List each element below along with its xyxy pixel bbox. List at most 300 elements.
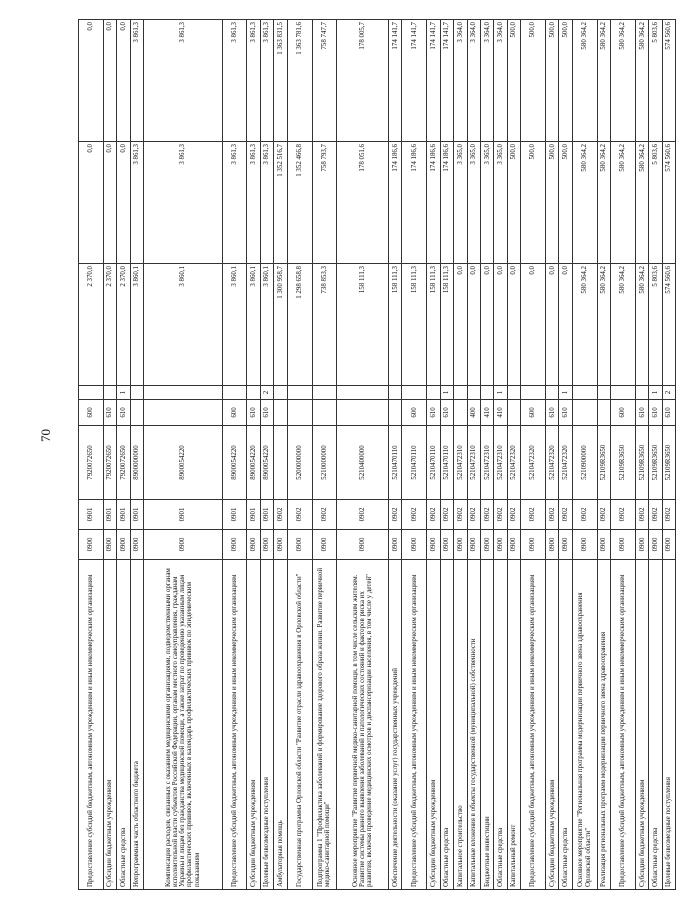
expense-type-code: 610 [260, 400, 273, 426]
amount-year-2: 758 793,7 [312, 142, 337, 264]
table-row [389, 20, 402, 890]
row-name: Реализация региональных программ модернизации первичного звена здравоохранения [597, 560, 610, 890]
section-code: 0902 [337, 500, 389, 530]
section-code: 0902 [649, 500, 662, 530]
amount-year-1: 580 364,2 [572, 264, 597, 386]
table-row [130, 20, 143, 890]
section-code: 0901 [103, 500, 116, 530]
amount-year-3: 174 141,7 [427, 20, 440, 142]
amount-year-3: 580 364,2 [635, 20, 648, 142]
amount-year-2: 500,0 [546, 142, 559, 264]
amount-year-3: 0,0 [117, 20, 130, 142]
amount-year-1: 0,0 [454, 264, 467, 386]
funding-source-code: 1 [440, 386, 453, 400]
expense-type-code: 600 [521, 400, 546, 426]
target-article-code: 5210472310 [454, 426, 467, 500]
amount-year-1: 1 300 958,7 [274, 264, 287, 386]
target-article-code: 5210472310 [467, 426, 480, 500]
target-article-code: 7920072650 [103, 426, 116, 500]
funding-source-code [247, 386, 260, 400]
target-article-code: 52109R3650 [597, 426, 610, 500]
table-row [427, 20, 440, 890]
rotated-budget-table-wrapper [78, 20, 673, 890]
target-article-code: 5210472310 [480, 426, 493, 500]
expense-type-code [597, 400, 610, 426]
section-code: 0902 [635, 500, 648, 530]
table-row [103, 20, 116, 890]
target-article-code: 5210470110 [402, 426, 427, 500]
ministry-code: 0900 [662, 530, 675, 560]
section-code: 0902 [312, 500, 337, 530]
table-row [559, 20, 572, 890]
funding-source-code [337, 386, 389, 400]
target-article-code: 5210900000 [572, 426, 597, 500]
amount-year-1: 574 560,6 [662, 264, 675, 386]
ministry-code: 0900 [454, 530, 467, 560]
ministry-code: 0900 [427, 530, 440, 560]
funding-source-code [480, 386, 493, 400]
amount-year-2: 3 861,3 [222, 142, 247, 264]
expense-type-code: 610 [117, 400, 130, 426]
amount-year-3: 178 005,7 [337, 20, 389, 142]
row-name: Капитальное строительство [454, 560, 467, 890]
amount-year-1: 3 860,1 [260, 264, 273, 386]
target-article-code: 8900054220 [260, 426, 273, 500]
funding-source-code: 2 [260, 386, 273, 400]
amount-year-2: 580 364,2 [635, 142, 648, 264]
row-name: Предоставление субсидий бюджетным, автономным учреждениям и иным некоммерческим организациям [521, 560, 546, 890]
amount-year-3: 174 141,7 [402, 20, 427, 142]
funding-source-code: 1 [494, 386, 507, 400]
expense-type-code: 600 [611, 400, 636, 426]
amount-year-3: 3 364,0 [467, 20, 480, 142]
table-row [494, 20, 507, 890]
funding-source-code [402, 386, 427, 400]
ministry-code: 0900 [389, 530, 402, 560]
amount-year-2: 5 803,6 [649, 142, 662, 264]
section-code: 0901 [144, 500, 223, 530]
section-code: 0902 [287, 500, 312, 530]
row-name: Областные средства [440, 560, 453, 890]
table-row [260, 20, 273, 890]
amount-year-3: 500,0 [521, 20, 546, 142]
table-row [572, 20, 597, 890]
funding-source-code [103, 386, 116, 400]
amount-year-1: 2 370,0 [117, 264, 130, 386]
section-code: 0901 [222, 500, 247, 530]
amount-year-1: 0,0 [467, 264, 480, 386]
amount-year-3: 500,0 [546, 20, 559, 142]
table-row [312, 20, 337, 890]
section-code: 0902 [507, 500, 520, 530]
section-code: 0902 [274, 500, 287, 530]
table-row [649, 20, 662, 890]
amount-year-2: 574 560,6 [662, 142, 675, 264]
ministry-code: 0900 [521, 530, 546, 560]
section-code: 0902 [402, 500, 427, 530]
funding-source-code [427, 386, 440, 400]
expense-type-code [389, 400, 402, 426]
amount-year-2: 500,0 [507, 142, 520, 264]
amount-year-2: 3 365,0 [454, 142, 467, 264]
row-name: Целевые безвозмездные поступления [260, 560, 273, 890]
target-article-code: 52109R3650 [662, 426, 675, 500]
row-name: Непрограммная часть областного бюджета [130, 560, 143, 890]
section-code: 0902 [572, 500, 597, 530]
target-article-code: 8900000000 [130, 426, 143, 500]
amount-year-1: 1 298 658,8 [287, 264, 312, 386]
row-name: Целевые безвозмездные поступления [662, 560, 675, 890]
section-code: 0901 [79, 500, 104, 530]
expense-type-code [312, 400, 337, 426]
target-article-code: 5210000000 [312, 426, 337, 500]
expense-type-code: 610 [247, 400, 260, 426]
target-article-code: 52109R3650 [611, 426, 636, 500]
expense-type-code: 610 [440, 400, 453, 426]
amount-year-1: 0,0 [546, 264, 559, 386]
expense-type-code: 610 [546, 400, 559, 426]
amount-year-2: 3 365,0 [467, 142, 480, 264]
expense-type-code: 400 [467, 400, 480, 426]
ministry-code: 0900 [467, 530, 480, 560]
funding-source-code [572, 386, 597, 400]
expense-type-code [572, 400, 597, 426]
table-row [274, 20, 287, 890]
ministry-code: 0900 [440, 530, 453, 560]
section-code: 0902 [611, 500, 636, 530]
table-row [597, 20, 610, 890]
page-number: 70 [38, 429, 53, 442]
row-name: Областные средства [649, 560, 662, 890]
amount-year-1: 738 853,3 [312, 264, 337, 386]
amount-year-1: 158 111,3 [389, 264, 402, 386]
row-name: Бюджетные инвестиции [480, 560, 493, 890]
expense-type-code [144, 400, 223, 426]
section-code: 0902 [597, 500, 610, 530]
amount-year-3: 580 364,2 [611, 20, 636, 142]
funding-source-code: 1 [117, 386, 130, 400]
section-code: 0902 [494, 500, 507, 530]
amount-year-2: 174 186,6 [427, 142, 440, 264]
row-name: Обеспечение деятельности (оказание услуг) государственных учреждений [389, 560, 402, 890]
amount-year-3: 3 364,0 [480, 20, 493, 142]
ministry-code: 0900 [274, 530, 287, 560]
table-row [546, 20, 559, 890]
amount-year-3: 3 861,3 [247, 20, 260, 142]
table-row [247, 20, 260, 890]
amount-year-1: 580 364,2 [635, 264, 648, 386]
expense-type-code: 610 [635, 400, 648, 426]
target-article-code: 52109R3650 [649, 426, 662, 500]
funding-source-code [467, 386, 480, 400]
funding-source-code [130, 386, 143, 400]
amount-year-2: 3 861,3 [144, 142, 223, 264]
expense-type-code: 610 [427, 400, 440, 426]
amount-year-2: 1 352 466,8 [287, 142, 312, 264]
ministry-code: 0900 [572, 530, 597, 560]
ministry-code: 0900 [260, 530, 273, 560]
funding-source-code [79, 386, 104, 400]
amount-year-1: 580 364,2 [597, 264, 610, 386]
amount-year-3: 5 803,6 [649, 20, 662, 142]
amount-year-2: 580 364,2 [597, 142, 610, 264]
funding-source-code [521, 386, 546, 400]
row-name: Государственная программа Орловской области "Развитие отрасли здравоохранения в Орловской области" [287, 560, 312, 890]
amount-year-2: 174 186,6 [402, 142, 427, 264]
amount-year-1: 158 111,3 [402, 264, 427, 386]
ministry-code: 0900 [117, 530, 130, 560]
amount-year-2: 500,0 [559, 142, 572, 264]
amount-year-2: 580 364,2 [572, 142, 597, 264]
amount-year-3: 580 364,2 [572, 20, 597, 142]
amount-year-2: 1 352 516,7 [274, 142, 287, 264]
amount-year-3: 3 861,3 [222, 20, 247, 142]
ministry-code: 0900 [611, 530, 636, 560]
amount-year-2: 3 365,0 [480, 142, 493, 264]
table-row [287, 20, 312, 890]
amount-year-3: 0,0 [79, 20, 104, 142]
funding-source-code [144, 386, 223, 400]
target-article-code [274, 426, 287, 500]
amount-year-3: 174 141,7 [389, 20, 402, 142]
row-name: Амбулаторная помощь [274, 560, 287, 890]
ministry-code: 0900 [337, 530, 389, 560]
expense-type-code: 610 [662, 400, 675, 426]
amount-year-1: 3 860,1 [247, 264, 260, 386]
row-name: Областные средства [494, 560, 507, 890]
table-row [222, 20, 247, 890]
amount-year-1: 580 364,2 [611, 264, 636, 386]
ministry-code: 0900 [287, 530, 312, 560]
expense-type-code [130, 400, 143, 426]
funding-source-code [312, 386, 337, 400]
target-article-code: 5210472320 [521, 426, 546, 500]
amount-year-2: 3 861,3 [260, 142, 273, 264]
target-article-code: 7920072650 [117, 426, 130, 500]
target-article-code: 7920072650 [79, 426, 104, 500]
row-name: Субсидии бюджетным учреждениям [635, 560, 648, 890]
expense-type-code: 410 [480, 400, 493, 426]
funding-source-code [507, 386, 520, 400]
funding-source-code: 1 [649, 386, 662, 400]
amount-year-2: 0,0 [103, 142, 116, 264]
row-name: Предоставление субсидий бюджетным, автономным учреждениям и иным некоммерческим организациям [222, 560, 247, 890]
amount-year-3: 1 363 781,6 [287, 20, 312, 142]
row-name: Основное мероприятие "Региональная программа модернизации первичного звена здравоохранения Орловской области" [572, 560, 597, 890]
table-row [507, 20, 520, 890]
expense-type-code: 610 [649, 400, 662, 426]
section-code: 0902 [546, 500, 559, 530]
target-article-code: 8900054220 [144, 426, 223, 500]
budget-table [78, 19, 676, 890]
table-row [454, 20, 467, 890]
table-row [662, 20, 675, 890]
amount-year-2: 3 861,3 [247, 142, 260, 264]
amount-year-3: 3 364,0 [454, 20, 467, 142]
funding-source-code: 1 [559, 386, 572, 400]
section-code: 0902 [427, 500, 440, 530]
table-row [117, 20, 130, 890]
funding-source-code [287, 386, 312, 400]
amount-year-3: 3 364,0 [494, 20, 507, 142]
row-name: Субсидии бюджетным учреждениям [546, 560, 559, 890]
funding-source-code [611, 386, 636, 400]
amount-year-1: 3 860,1 [130, 264, 143, 386]
section-code: 0902 [389, 500, 402, 530]
row-name: Капитальные вложения в объекты государственной (муниципальной) собственности [467, 560, 480, 890]
target-article-code: 5210470110 [427, 426, 440, 500]
ministry-code: 0900 [222, 530, 247, 560]
target-article-code: 8900054220 [222, 426, 247, 500]
target-article-code: 5200000000 [287, 426, 312, 500]
amount-year-1: 2 370,0 [103, 264, 116, 386]
amount-year-2: 3 365,0 [494, 142, 507, 264]
expense-type-code: 600 [222, 400, 247, 426]
section-code: 0902 [480, 500, 493, 530]
expense-type-code: 410 [494, 400, 507, 426]
target-article-code: 8900054220 [247, 426, 260, 500]
expense-type-code [507, 400, 520, 426]
amount-year-2: 0,0 [79, 142, 104, 264]
expense-type-code [337, 400, 389, 426]
section-code: 0902 [662, 500, 675, 530]
amount-year-1: 158 111,3 [427, 264, 440, 386]
table-row [635, 20, 648, 890]
table-row [337, 20, 389, 890]
row-name: Компенсация расходов, связанных с оказанием медицинскими организациями, подведомственными органам исполнительной власти субъектов Российской Федерации, органам местного самоуправления, гражданам Украины и лицам без гражданства медицинской помощи, а также затрат по проведению указанным лицам профилактических прививок, включенных в календарь профилактических прививок по эпидемическим показаниям [144, 560, 223, 890]
section-code: 0902 [454, 500, 467, 530]
ministry-code: 0900 [559, 530, 572, 560]
ministry-code: 0900 [635, 530, 648, 560]
amount-year-3: 1 363 831,5 [274, 20, 287, 142]
amount-year-1: 3 860,1 [144, 264, 223, 386]
amount-year-1: 2 370,0 [79, 264, 104, 386]
target-article-code: 5210470110 [389, 426, 402, 500]
funding-source-code [454, 386, 467, 400]
ministry-code: 0900 [480, 530, 493, 560]
section-code: 0902 [440, 500, 453, 530]
section-code: 0901 [117, 500, 130, 530]
section-code: 0901 [247, 500, 260, 530]
target-article-code: 5210472310 [494, 426, 507, 500]
section-code: 0901 [130, 500, 143, 530]
section-code: 0902 [521, 500, 546, 530]
row-name: Капитальный ремонт [507, 560, 520, 890]
expense-type-code: 610 [103, 400, 116, 426]
amount-year-2: 174 186,6 [440, 142, 453, 264]
row-name: Основное мероприятие "Развитие первичной медико-санитарной помощи, в том числе сельским жителям. Развитие системы раннего выявления заболеваний и патологических состояний и факторов риска их развития, включая проведение медицинских осмотров и диспансеризации населения, в том числе у детей" [337, 560, 389, 890]
amount-year-1: 158 111,3 [440, 264, 453, 386]
amount-year-3: 500,0 [507, 20, 520, 142]
amount-year-1: 0,0 [521, 264, 546, 386]
amount-year-3: 758 747,7 [312, 20, 337, 142]
ministry-code: 0900 [247, 530, 260, 560]
amount-year-1: 158 111,3 [337, 264, 389, 386]
row-name: Предоставление субсидий бюджетным, автономным учреждениям и иным некоммерческим организациям [402, 560, 427, 890]
table-row [467, 20, 480, 890]
row-name: Предоставление субсидий бюджетным, автономным учреждениям и иным некоммерческим организациям [611, 560, 636, 890]
amount-year-3: 580 364,2 [597, 20, 610, 142]
amount-year-1: 5 803,6 [649, 264, 662, 386]
row-name: Подпрограмма 1 "Профилактика заболеваний и формирование здорового образа жизни. Развитие первичной медико-санитарной помощи" [312, 560, 337, 890]
expense-type-code: 600 [79, 400, 104, 426]
ministry-code: 0900 [597, 530, 610, 560]
amount-year-3: 3 861,3 [260, 20, 273, 142]
target-article-code: 5210472320 [559, 426, 572, 500]
amount-year-3: 174 141,7 [440, 20, 453, 142]
funding-source-code: 2 [662, 386, 675, 400]
row-name: Субсидии бюджетным учреждениям [247, 560, 260, 890]
amount-year-2: 3 861,3 [130, 142, 143, 264]
funding-source-code [389, 386, 402, 400]
table-row [611, 20, 636, 890]
target-article-code: 5210400000 [337, 426, 389, 500]
amount-year-2: 174 186,6 [389, 142, 402, 264]
ministry-code: 0900 [79, 530, 104, 560]
table-row [79, 20, 104, 890]
table-row [480, 20, 493, 890]
funding-source-code [635, 386, 648, 400]
target-article-code: 5210472320 [507, 426, 520, 500]
table-row [440, 20, 453, 890]
row-name: Областные средства [559, 560, 572, 890]
table-row [521, 20, 546, 890]
expense-type-code: 600 [402, 400, 427, 426]
amount-year-3: 500,0 [559, 20, 572, 142]
ministry-code: 0900 [130, 530, 143, 560]
amount-year-3: 0,0 [103, 20, 116, 142]
budget-table-body [79, 20, 676, 890]
expense-type-code [287, 400, 312, 426]
ministry-code: 0900 [144, 530, 223, 560]
amount-year-1: 3 860,1 [222, 264, 247, 386]
funding-source-code [597, 386, 610, 400]
amount-year-3: 3 861,3 [130, 20, 143, 142]
amount-year-2: 178 051,6 [337, 142, 389, 264]
expense-type-code: 610 [559, 400, 572, 426]
row-name: Субсидии бюджетным учреждениям [103, 560, 116, 890]
ministry-code: 0900 [494, 530, 507, 560]
target-article-code: 52109R3650 [635, 426, 648, 500]
expense-type-code [274, 400, 287, 426]
expense-type-code [454, 400, 467, 426]
target-article-code: 5210470110 [440, 426, 453, 500]
section-code: 0901 [260, 500, 273, 530]
amount-year-1: 0,0 [494, 264, 507, 386]
funding-source-code [222, 386, 247, 400]
table-row [402, 20, 427, 890]
funding-source-code [274, 386, 287, 400]
amount-year-1: 0,0 [507, 264, 520, 386]
amount-year-2: 500,0 [521, 142, 546, 264]
ministry-code: 0900 [649, 530, 662, 560]
section-code: 0902 [559, 500, 572, 530]
target-article-code: 5210472320 [546, 426, 559, 500]
amount-year-2: 580 364,2 [611, 142, 636, 264]
funding-source-code [546, 386, 559, 400]
table-row [144, 20, 223, 890]
row-name: Субсидии бюджетным учреждениям [427, 560, 440, 890]
row-name: Областные средства [117, 560, 130, 890]
section-code: 0902 [467, 500, 480, 530]
ministry-code: 0900 [312, 530, 337, 560]
ministry-code: 0900 [402, 530, 427, 560]
row-name: Предоставление субсидий бюджетным, автономным учреждениям и иным некоммерческим организациям [79, 560, 104, 890]
amount-year-1: 0,0 [559, 264, 572, 386]
ministry-code: 0900 [546, 530, 559, 560]
ministry-code: 0900 [103, 530, 116, 560]
amount-year-2: 0,0 [117, 142, 130, 264]
